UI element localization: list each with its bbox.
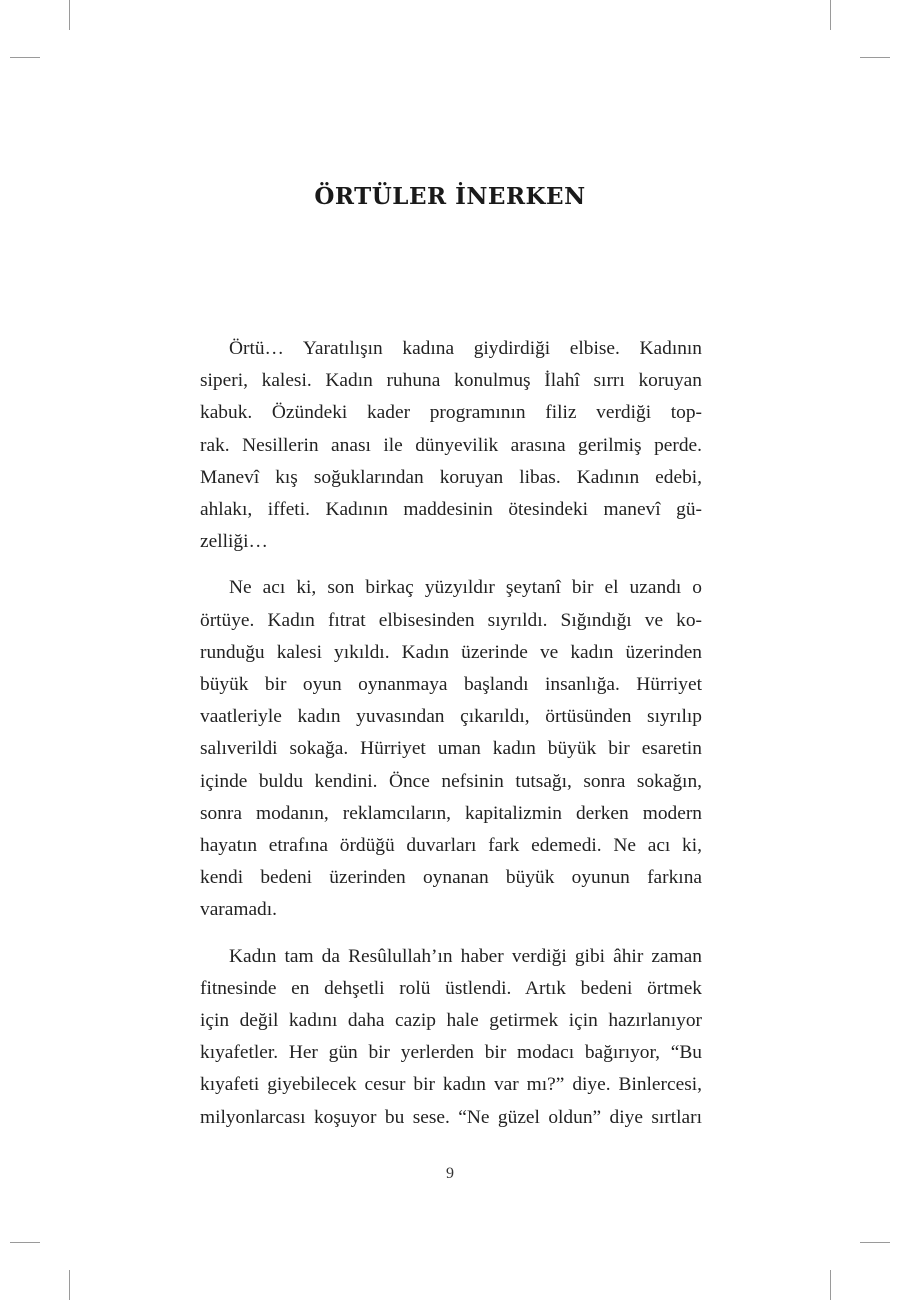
body-text bbox=[200, 333, 702, 1148]
text-line: vaatleriyle kadın yuvasından çıkarıldı, örtüsünden sıyrılıp bbox=[200, 706, 702, 728]
crop-mark-left-bottom bbox=[10, 1242, 40, 1243]
text-line: için değil kadını daha cazip hale getirmek için hazırlanıyor bbox=[200, 1010, 702, 1032]
crop-mark-right-top bbox=[860, 57, 890, 58]
page-number: 9 bbox=[446, 1165, 454, 1182]
text-line: örtüye. Kadın fıtrat elbisesinden sıyrıldı. Sığındığı ve ko- bbox=[200, 609, 702, 631]
text-line: milyonlarcası koşuyor bu sese. “Ne güzel oldun” diye sırtları bbox=[200, 1106, 702, 1128]
crop-mark-left-top bbox=[10, 57, 40, 58]
text-line: Örtü… Yaratılışın kadına giydirdiği elbise. Kadının bbox=[229, 338, 702, 359]
crop-mark-bottom-right bbox=[830, 1270, 831, 1300]
paragraph-1 bbox=[200, 333, 702, 558]
text-line: büyük bir oyun oynanmaya başlandı insanlığa. Hürriyet bbox=[200, 674, 702, 696]
text-line: fitnesinde en dehşetli rolü üstlendi. Artık bedeni örtmek bbox=[200, 977, 702, 999]
text-line: Manevî kış soğuklarından koruyan libas. Kadının edebi, bbox=[200, 466, 702, 488]
text-line: varamadı. bbox=[200, 899, 277, 921]
text-line: ahlakı, iffeti. Kadının maddesinin ötesindeki manevî gü- bbox=[200, 499, 702, 521]
text-line: rak. Nesillerin anası ile dünyevilik arasına gerilmiş perde. bbox=[200, 434, 702, 456]
crop-mark-top-right bbox=[830, 0, 831, 30]
text-line: Kadın tam da Resûlullah’ın haber verdiği gibi âhir zaman bbox=[229, 945, 702, 967]
text-line: içinde buldu kendini. Önce nefsinin tutsağı, sonra sokağın, bbox=[200, 770, 702, 792]
text-line: runduğu kalesi yıkıldı. Kadın üzerinde ve kadın üzerinden bbox=[200, 641, 702, 663]
paragraph-2 bbox=[200, 572, 702, 926]
text-line: kendi bedeni üzerinden oynanan büyük oyunun farkına bbox=[200, 867, 702, 889]
crop-mark-top-left bbox=[69, 0, 70, 30]
text-line: zelliği… bbox=[200, 531, 268, 553]
text-line: sonra modanın, reklamcıların, kapitalizmin derken modern bbox=[200, 802, 702, 824]
text-line: Ne acı ki, son birkaç yüzyıldır şeytanî bir el uzandı o bbox=[229, 577, 702, 599]
crop-mark-bottom-left bbox=[69, 1270, 70, 1300]
text-line: siperi, kalesi. Kadın ruhuna konulmuş İlahî sırrı koruyan bbox=[200, 370, 702, 392]
text-line: kıyafeti giyebilecek cesur bir kadın var mı?” diye. Binlercesi, bbox=[200, 1074, 702, 1096]
text-line: hayatın etrafına ördüğü duvarları fark edemedi. Ne acı ki, bbox=[200, 835, 702, 857]
text-line: kabuk. Özündeki kader programının filiz verdiği top- bbox=[200, 402, 702, 424]
paragraph-3 bbox=[200, 941, 702, 1134]
crop-mark-right-bottom bbox=[860, 1242, 890, 1243]
text-line: kıyafetler. Her gün bir yerlerden bir modacı bağırıyor, “Bu bbox=[200, 1042, 702, 1064]
chapter-title: ÖRTÜLER İNERKEN bbox=[314, 183, 586, 210]
text-line: salıverildi sokağa. Hürriyet uman kadın büyük bir esaretin bbox=[200, 738, 702, 760]
